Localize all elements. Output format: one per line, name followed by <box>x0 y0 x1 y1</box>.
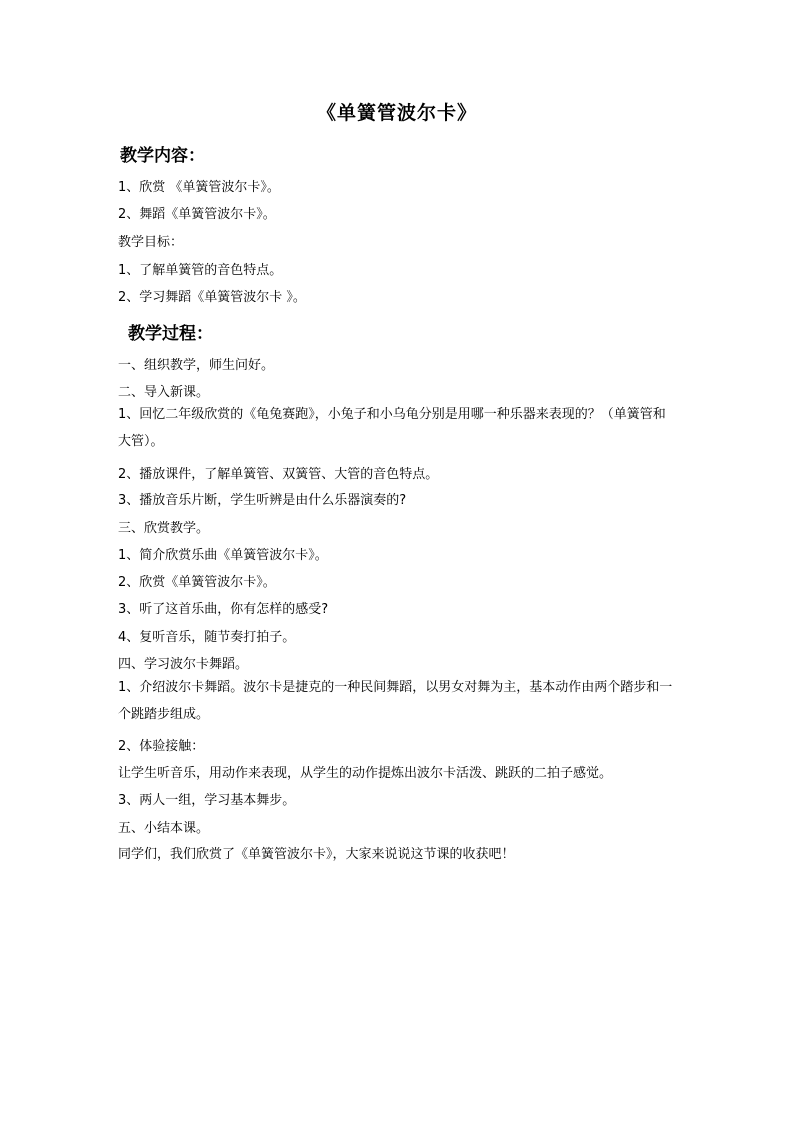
goals-heading: 教学目标： <box>118 235 184 250</box>
process-step-2: 二、导入新课。 <box>118 385 210 400</box>
process-step-2-3: 3、播放音乐片断，学生听辨是由什么乐器演奏的? <box>118 493 407 508</box>
content-item-2: 2、舞蹈《单簧管波尔卡》。 <box>118 207 276 222</box>
process-step-4-3: 3、两人一组，学习基本舞步。 <box>118 793 296 808</box>
document-title: 《单簧管波尔卡》 <box>316 102 477 124</box>
process-step-3-3: 3、听了这首乐曲，你有怎样的感受? <box>118 602 329 617</box>
content-item-1: 1、欣赏 《单簧管波尔卡》。 <box>118 180 280 195</box>
process-step-4-2-text: 让学生听音乐，用动作来表现，从学生的动作提炼出波尔卡活泼、跳跃的二拍子感觉。 <box>118 766 613 781</box>
process-step-2-1: 1、回忆二年级欣赏的《龟兔赛跑》，小兔子和小乌龟分别是用哪一种乐器来表现的？（单簧管和大管）。 <box>118 407 666 449</box>
process-step-1: 一、组织教学，师生问好。 <box>118 358 275 373</box>
process-step-5: 五、小结本课。 <box>118 821 210 836</box>
process-step-3: 三、欣赏教学。 <box>118 521 210 536</box>
content-heading: 教学内容： <box>120 146 205 166</box>
process-step-3-1: 1、简介欣赏乐曲《单簧管波尔卡》。 <box>118 548 328 563</box>
goal-item-2: 2、学习舞蹈《单簧管波尔卡 》。 <box>118 290 306 305</box>
process-step-5-text: 同学们，我们欣赏了《单簧管波尔卡》，大家来说说这节课的收获吧！ <box>118 847 515 862</box>
process-step-3-4: 4、复听音乐，随节奏打拍子。 <box>118 630 296 645</box>
process-step-4: 四、学习波尔卡舞蹈。 <box>118 657 249 672</box>
process-step-2-2: 2、播放课件，了解单簧管、双簧管、大管的音色特点。 <box>118 467 439 482</box>
goal-item-1: 1、了解单簧管的音色特点。 <box>118 263 283 278</box>
process-step-4-1: 1、介绍波尔卡舞蹈。波尔卡是捷克的一种民间舞蹈，以男女对舞为主，基本动作由两个踏步和一个跳踏步组成。 <box>118 680 673 722</box>
process-step-4-2: 2、体验接触： <box>118 739 205 754</box>
process-heading: 教学过程： <box>128 324 213 344</box>
process-step-3-2: 2、欣赏《单簧管波尔卡》。 <box>118 575 276 590</box>
